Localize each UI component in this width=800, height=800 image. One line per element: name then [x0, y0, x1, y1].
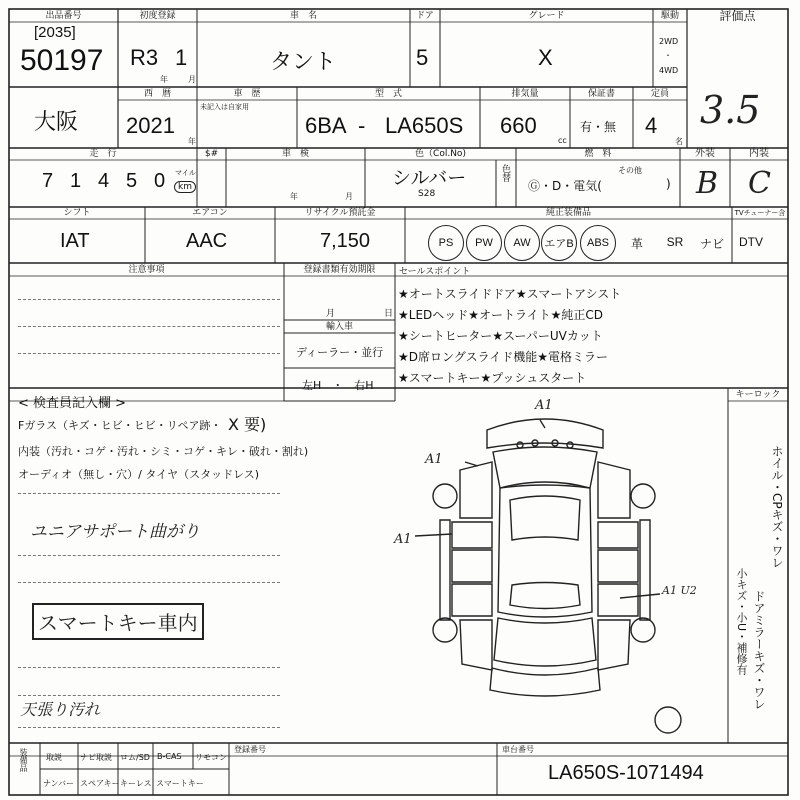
first-reg-month: 1 [175, 45, 188, 70]
first-reg-year-mark: 年 [160, 75, 168, 84]
mileage-unit-mile: マイル [175, 169, 196, 177]
sales-point-5: ★スマートキー★プッシュスタート [398, 371, 587, 385]
footer-label-plate: ナンバー [43, 779, 75, 788]
reg-month: 月 [326, 309, 336, 319]
mileage-digit-1: 7 [42, 170, 54, 192]
keylock-label: キーロック [735, 390, 781, 400]
first-reg-month-mark: 月 [188, 75, 196, 84]
side-notes-col-1: ホイル・CPキズ・ワレ [770, 445, 784, 569]
inspector-line-1: Fガラス（キズ・ヒビ・ヒビ・リペア跡・ [18, 419, 222, 432]
sales-point-1: ★オートスライドドア★スマートアシスト [398, 287, 622, 301]
sales-point-2: ★LEDヘッド★オートライト★純正CD [398, 308, 604, 322]
warranty-label: 保証書 [587, 89, 615, 99]
footer-left-head: 装備品 [19, 748, 28, 772]
western-year: 2021 [126, 113, 175, 138]
recycle-value: 7,150 [320, 230, 371, 252]
footer-label-rom-sd: ロム/SD [120, 753, 150, 762]
model-code: LA650S [385, 113, 464, 138]
color-value: シルバー [392, 168, 467, 189]
displacement-label: 排気量 [511, 89, 539, 99]
tv-label: TVチューナー含 [734, 209, 786, 217]
color-label: 色（Col.No) [415, 149, 466, 159]
inspector-line-2: 内装（汚れ・コゲ・汚れ・シミ・コゲ・キレ・破れ・割れ) [18, 445, 309, 458]
sales-point-4: ★D席ロングスライド機能★電格ミラー [398, 350, 609, 364]
mileage-digit-5: 0 [154, 170, 166, 192]
displacement: 660 [500, 113, 537, 138]
steering-option: 左H ・ 右H [302, 379, 374, 392]
model-prefix: 6BA [305, 113, 347, 138]
footer-label-bcas: B-CAS [157, 752, 182, 761]
reg-day: 日 [384, 309, 394, 319]
equipment-item: SR [666, 235, 684, 249]
drive-dot: ・ [664, 51, 672, 60]
dealer-option: ディーラー・並行 [296, 346, 384, 359]
exterior-label: 外装 [695, 148, 715, 159]
damage-mark-bumper: A1 [535, 398, 553, 413]
fuel-options: Ⓖ・D・電気( [528, 179, 602, 193]
equipment-item: エアB [541, 225, 577, 261]
grade-label: グレード [528, 11, 565, 21]
model-sep: - [358, 113, 366, 138]
damage-mark-fender: A1 [425, 452, 443, 467]
footer-label-nav-manual: ナビ取説 [80, 753, 112, 762]
inspection-month-mark: 月 [345, 192, 353, 201]
footer-label-manual: 取説 [46, 753, 62, 762]
sw-label: $# [204, 149, 219, 159]
capacity: 4 [645, 113, 658, 138]
history-label: 車 歴 [233, 89, 261, 99]
drive-2wd: 2WD [659, 37, 679, 46]
inspector-title: < 検査員記入欄 > [18, 396, 127, 411]
drive-4wd: 4WD [659, 66, 679, 75]
aircon-value: AAC [186, 230, 228, 252]
equipment-item: 革 [630, 237, 643, 251]
first-reg-era: R3 [130, 45, 159, 70]
sales-point-3: ★シートヒーター★スーパーUVカット [398, 329, 603, 343]
damage-mark-rear-door: A1 U2 [662, 584, 697, 597]
color-code: S28 [418, 189, 436, 199]
footer-label-keyless: キーレス [120, 779, 152, 788]
equipment-item: ABS [580, 225, 616, 261]
inspection-year-mark: 年 [290, 192, 298, 201]
footer-label-smart-key: スマートキー [156, 779, 204, 788]
damage-mark-door: A1 [394, 532, 412, 547]
side-notes-col-2: ドアミラーキズ・ワレ [752, 590, 766, 710]
smart-key-box: スマートキー車内 [32, 603, 204, 640]
inspection-label: 車 検 [281, 149, 309, 159]
inspector-handwritten-note-1: ユニアサポート曲がり [30, 522, 200, 542]
score-value: 3.5 [700, 88, 761, 132]
sales-label: セールスポイント [399, 267, 471, 277]
exhibit-no: 50197 [20, 44, 104, 77]
model-name-label: 車 名 [289, 11, 317, 21]
fuel-other: その他 [618, 166, 642, 175]
equipment-item: PS [428, 225, 464, 261]
fuel-close: ) [666, 177, 671, 191]
mileage-unit-km: km [174, 181, 196, 193]
equip-label: 純正装備品 [545, 208, 591, 218]
equipment-item: DTV [739, 235, 763, 249]
inspector-line-3: オーディオ（無し・穴）/ タイヤ（スタッドレス) [18, 468, 260, 481]
footer-label-remote: リモコン [195, 753, 227, 762]
history-note: 未記入は自家用 [200, 103, 249, 111]
import-label: 輸入車 [325, 322, 353, 332]
reg-expiry-label: 登録書類有効期限 [303, 265, 376, 275]
aircon-label: エアコン [192, 208, 228, 218]
inspector-handwritten-note-2: 天張り汚れ [20, 700, 101, 719]
caution-label: 注意事項 [128, 265, 165, 275]
western-year-label: 西 暦 [143, 89, 171, 99]
footer-label-spare-key: スペアキー [80, 779, 120, 788]
doors-value: 5 [416, 45, 429, 70]
recycle-label: リサイクル預託金 [304, 208, 376, 218]
capacity-label: 定員 [650, 89, 669, 99]
exhibit-no-label: 出品番号 [45, 11, 82, 21]
shift-value: IAT [60, 230, 90, 252]
fuel-label: 燃 料 [584, 149, 612, 159]
equipment-item: PW [466, 225, 502, 261]
drive-label: 駆動 [660, 11, 679, 21]
doors-label: ドア [416, 11, 434, 21]
first-reg-label: 初度登録 [139, 11, 176, 21]
shift-label: シフト [63, 208, 91, 218]
exterior-value: B [696, 166, 719, 201]
chassis-no: LA650S-1071494 [548, 762, 704, 784]
exhibit-no-sub: [2035] [34, 24, 76, 41]
mileage-digit-2: 1 [70, 170, 82, 192]
location: 大阪 [34, 109, 79, 134]
inspector-line-1-mark: X 要) [228, 415, 267, 434]
mileage-digit-3: 4 [98, 170, 110, 192]
grade-value: X [538, 45, 553, 70]
mileage-digit-4: 5 [126, 170, 138, 192]
side-notes-col-3: 小キズ・小U・補修有 [735, 568, 748, 676]
interior-label: 内装 [749, 148, 769, 159]
equipment-item: AW [504, 225, 540, 261]
equipment-item: ナビ [699, 237, 724, 251]
reg-no-label: 登録番号 [234, 745, 266, 754]
cc-unit: cc [558, 136, 567, 145]
model-name: タント [270, 49, 337, 74]
mileage-label: 走 行 [89, 149, 117, 159]
western-year-mark: 年 [188, 137, 196, 146]
model-code-label: 型 式 [374, 89, 402, 99]
score-label: 評価点 [719, 9, 756, 23]
capacity-unit: 名 [675, 137, 683, 146]
color-change-label: 色替 [500, 164, 510, 182]
chassis-label: 車台番号 [502, 745, 534, 754]
interior-value: C [748, 166, 771, 201]
warranty-value: 有・無 [580, 120, 617, 134]
